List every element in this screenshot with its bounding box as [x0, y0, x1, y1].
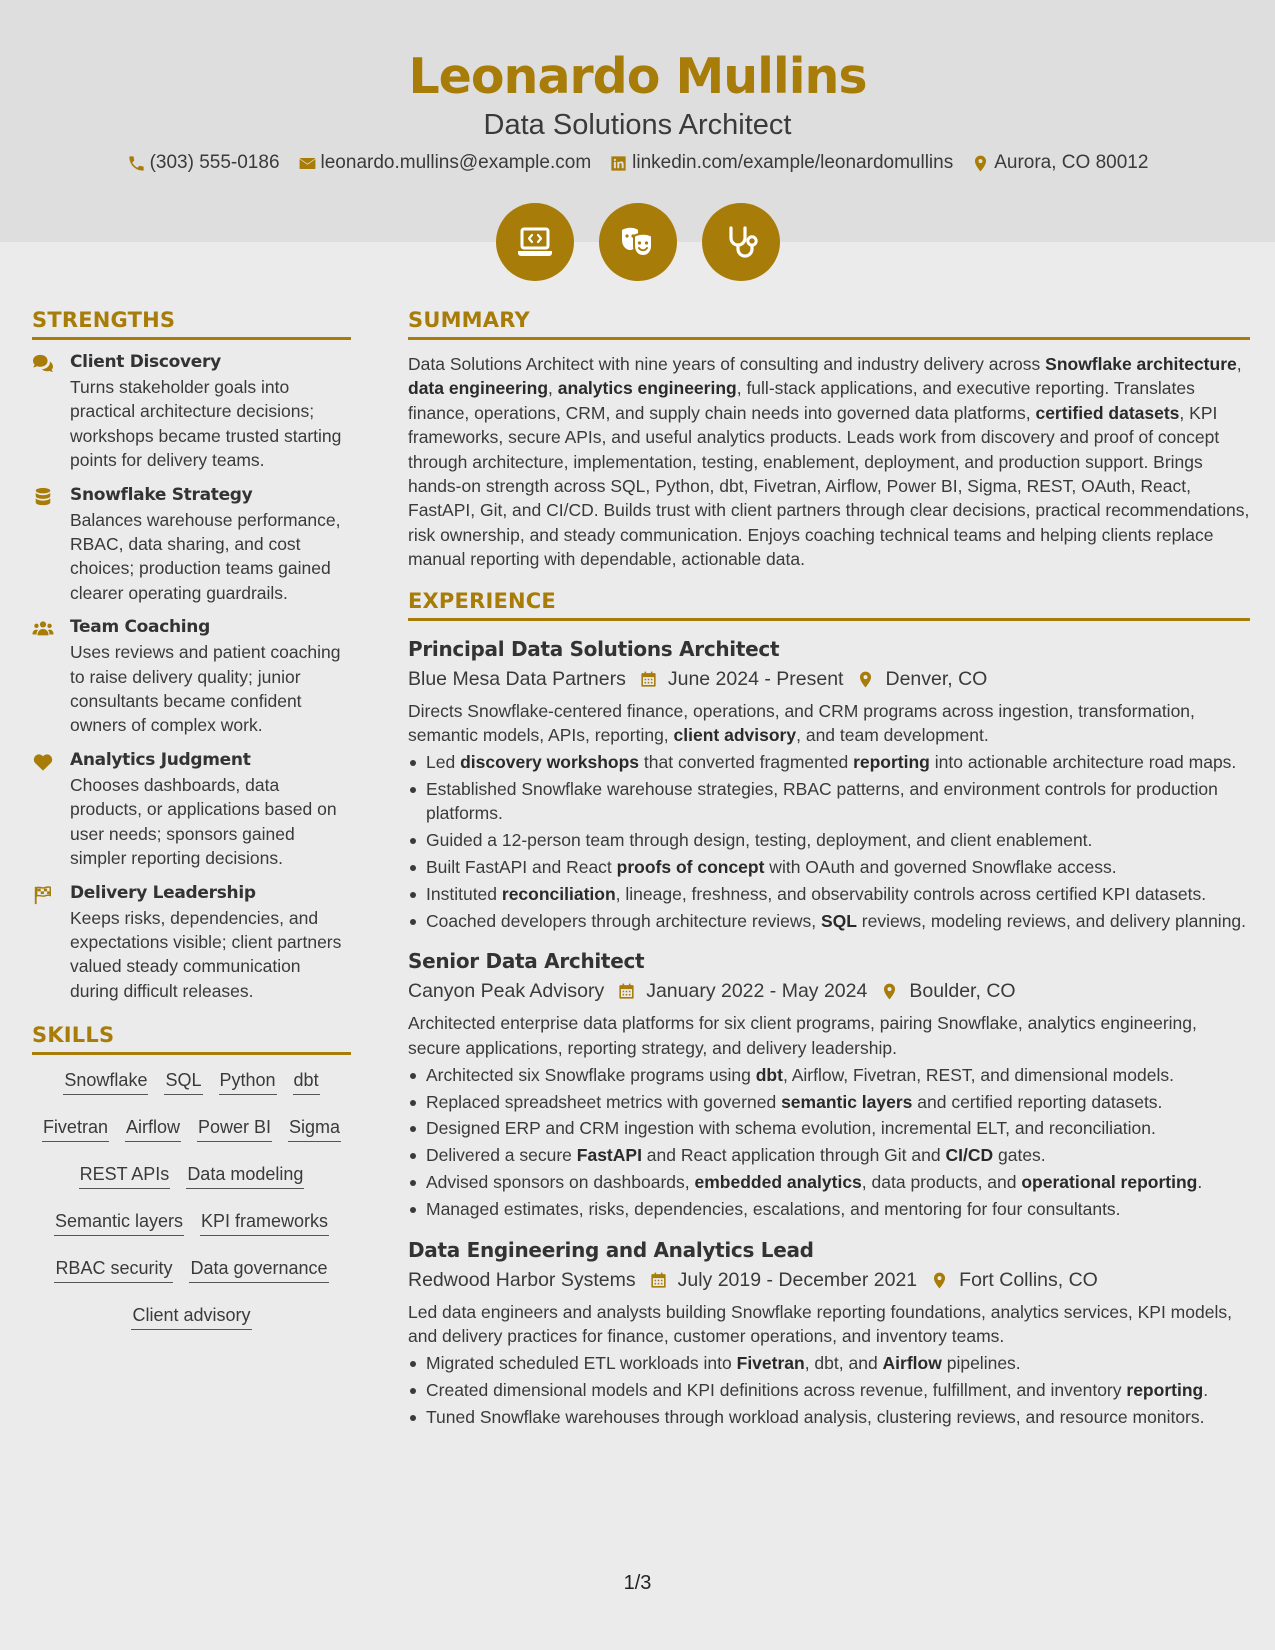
contact-bar — [0, 152, 1275, 174]
left-column — [32, 308, 351, 1341]
contact-phone — [127, 152, 280, 174]
skill-tag: RBAC security — [54, 1257, 173, 1283]
skill-tag: Data governance — [189, 1257, 328, 1283]
job-bullets — [408, 1351, 1250, 1429]
strength-desc: Chooses dashboards, data products, or applications based on user needs; sponsors gained simpler reporting decisions. — [70, 774, 337, 869]
interest-badges — [0, 203, 1275, 281]
linkedin-icon — [609, 154, 628, 173]
page-number: 1/3 — [623, 1572, 652, 1594]
summary-heading: SUMMARY — [408, 308, 1250, 340]
job-title: Principal Data Solutions Architect — [408, 636, 780, 661]
experience-list — [408, 637, 1250, 1429]
job-bullet: Designed ERP and CRM ingestion with schema evolution, incremental ELT, and reconciliation. — [408, 1116, 1250, 1140]
job-title: Data Engineering and Analytics Lead — [408, 1237, 814, 1262]
skills-heading: SKILLS — [32, 1023, 351, 1055]
job-bullet: Architected six Snowflake programs using dbt, Airflow, Fivetran, REST, and dimensional models. — [408, 1063, 1250, 1087]
job-intro: Architected enterprise data platforms for six client programs, pairing Snowflake, analytics engineering, secure applications, reporting strategy, and delivery leadership. — [408, 1013, 1197, 1058]
job-intro: Directs Snowflake-centered finance, operations, and CRM programs across ingestion, transformation, semantic models, APIs, reporting, client advisory, and team development. — [408, 700, 1195, 746]
skill-tag: KPI frameworks — [200, 1210, 329, 1236]
database-icon — [32, 487, 54, 507]
strength-item — [32, 883, 351, 1004]
contact-email[interactable] — [298, 152, 592, 174]
strength-name: Team Coaching — [70, 617, 210, 638]
skills-list — [32, 1059, 351, 1341]
job-bullet: Coached developers through architecture reviews, SQL reviews, modeling reviews, and delivery planning. — [408, 909, 1250, 933]
location-icon — [971, 154, 990, 173]
skill-tag: Semantic layers — [54, 1210, 184, 1236]
location-icon — [856, 670, 875, 689]
contact-location-text: Aurora, CO 80012 — [994, 152, 1149, 173]
strength-name: Client Discovery — [70, 352, 221, 372]
calendar-icon — [639, 670, 658, 689]
badge-laptop-code — [496, 203, 574, 281]
job-bullet: Established Snowflake warehouse strategies, RBAC patterns, and environment controls for production platforms. — [408, 777, 1250, 826]
phone-icon — [127, 154, 146, 173]
contact-phone-text: (303) 555-0186 — [149, 152, 280, 173]
theater-masks-icon — [618, 222, 658, 262]
strength-desc: Uses reviews and patient coaching to raise delivery quality; junior consultants became confident owners of complex work. — [70, 642, 341, 736]
strength-desc: Keeps risks, dependencies, and expectations visible; client partners valued steady communication during difficult releases. — [70, 907, 342, 1001]
experience-heading: EXPERIENCE — [408, 589, 1250, 621]
strength-item — [32, 750, 351, 871]
job-location: Boulder, CO — [909, 980, 1016, 1003]
strength-name: Delivery Leadership — [70, 882, 256, 903]
strength-desc: Turns stakeholder goals into practical architecture decisions; workshops became trusted starting points for delivery teams. — [70, 377, 342, 471]
job-company: Blue Mesa Data Partners — [408, 667, 626, 690]
skill-tag: Power BI — [197, 1116, 272, 1142]
job-bullet: Delivered a secure FastAPI and React application through Git and CI/CD gates. — [408, 1143, 1250, 1167]
strength-name: Analytics Judgment — [70, 749, 251, 770]
skill-tag: dbt — [293, 1069, 320, 1095]
right-column — [408, 308, 1250, 1429]
job-bullet: Managed estimates, risks, dependencies, escalations, and mentoring for four consultants. — [408, 1197, 1250, 1221]
job-meta — [408, 1269, 1250, 1292]
strength-item — [32, 352, 351, 473]
skill-tag: Fivetran — [42, 1116, 109, 1142]
strength-item — [32, 617, 351, 738]
job-company: Canyon Peak Advisory — [408, 980, 605, 1003]
heart-icon — [32, 752, 54, 772]
strength-item — [32, 485, 351, 606]
skill-tag: Sigma — [288, 1116, 341, 1142]
skill-tag: Python — [219, 1069, 277, 1095]
job-dates: June 2024 - Present — [667, 667, 844, 690]
strength-desc: Balances warehouse performance, RBAC, data sharing, and cost choices; production teams gained clearer operating guardrails. — [70, 509, 341, 603]
skill-tag: Airflow — [125, 1116, 181, 1142]
job-meta — [408, 668, 1250, 691]
job-dates: January 2022 - May 2024 — [646, 980, 868, 1003]
summary-text: Data Solutions Architect with nine years of consulting and industry delivery across Snowflake architecture, data engineering, analytics engineering, full-stack applications, and executive reporting. Translates finance, operations, CRM, and supply chain needs into governed data platforms, certified datasets, KPI frameworks, secure APIs, and useful analytics products. Leads work from discovery and proof of concept through architecture, implementation, testing, enablement, deployment, and production support. Brings hands-on strength across SQL, Python, dbt, Fivetran, Airflow, Power BI, Sigma, REST, OAuth, React, FastAPI, Git, and CI/CD. Builds trust with client partners through clear decisions, practical recommendations, risk ownership, and steady communication. Enjoys coaching technical teams and helping clients replace manual reporting with dependable, actionable data. — [408, 354, 1250, 570]
job-bullet: Advised sponsors on dashboards, embedded analytics, data products, and operational reporting. — [408, 1170, 1250, 1194]
job-bullets — [408, 1063, 1250, 1222]
job-location: Fort Collins, CO — [959, 1268, 1098, 1291]
contact-linkedin[interactable] — [609, 152, 953, 174]
strength-name: Snowflake Strategy — [70, 484, 253, 505]
calendar-icon — [617, 982, 636, 1001]
skill-tag: Snowflake — [63, 1069, 148, 1095]
job-entry — [408, 949, 1250, 1221]
strengths-heading: STRENGTHS — [32, 308, 351, 340]
job-bullet: Built FastAPI and React proofs of concept with OAuth and governed Snowflake access. — [408, 855, 1250, 879]
email-icon — [298, 154, 317, 173]
job-bullet: Guided a 12-person team through design, testing, deployment, and client enablement. — [408, 828, 1250, 852]
job-bullets — [408, 750, 1250, 933]
job-bullet: Led discovery workshops that converted fragmented reporting into actionable architecture road maps. — [408, 750, 1250, 774]
job-intro: Led data engineers and analysts building Snowflake reporting foundations, analytics services, KPI models, and delivery practices for finance, customer operations, and inventory teams. — [408, 1301, 1232, 1346]
job-meta — [408, 980, 1250, 1003]
skill-tag: SQL — [164, 1069, 202, 1095]
users-icon — [32, 619, 54, 639]
job-dates: July 2019 - December 2021 — [677, 1268, 918, 1291]
job-company: Redwood Harbor Systems — [408, 1268, 636, 1291]
badge-stethoscope — [702, 203, 780, 281]
job-entry — [408, 637, 1250, 934]
job-bullet: Created dimensional models and KPI definitions across revenue, fulfillment, and inventory reporting. — [408, 1378, 1250, 1402]
job-location: Denver, CO — [885, 667, 988, 690]
skill-tag: REST APIs — [79, 1163, 171, 1189]
job-bullet: Instituted reconciliation, lineage, freshness, and observability controls across certified KPI datasets. — [408, 882, 1250, 906]
skill-tag: Data modeling — [186, 1163, 304, 1189]
laptop-code-icon — [515, 222, 555, 262]
location-icon — [930, 1271, 949, 1290]
calendar-icon — [649, 1271, 668, 1290]
job-bullet: Tuned Snowflake warehouses through workload analysis, clustering reviews, and resource monitors. — [408, 1405, 1250, 1429]
flag-checkered-icon — [32, 885, 54, 905]
comments-icon — [32, 354, 54, 374]
candidate-name: Leonardo Mullins — [408, 48, 867, 105]
location-icon — [880, 982, 899, 1001]
contact-location — [971, 152, 1148, 174]
badge-theater-masks — [599, 203, 677, 281]
job-bullet: Migrated scheduled ETL workloads into Fivetran, dbt, and Airflow pipelines. — [408, 1351, 1250, 1375]
contact-email-text[interactable]: leonardo.mullins@example.com — [320, 152, 592, 173]
stethoscope-icon — [721, 222, 761, 262]
job-title: Senior Data Architect — [408, 949, 645, 974]
contact-linkedin-text[interactable]: linkedin.com/example/leonardomullins — [632, 152, 954, 173]
job-bullet: Replaced spreadsheet metrics with governed semantic layers and certified reporting datasets. — [408, 1090, 1250, 1114]
candidate-title: Data Solutions Architect — [483, 109, 792, 141]
skill-tag: Client advisory — [131, 1304, 251, 1330]
job-entry — [408, 1238, 1250, 1430]
